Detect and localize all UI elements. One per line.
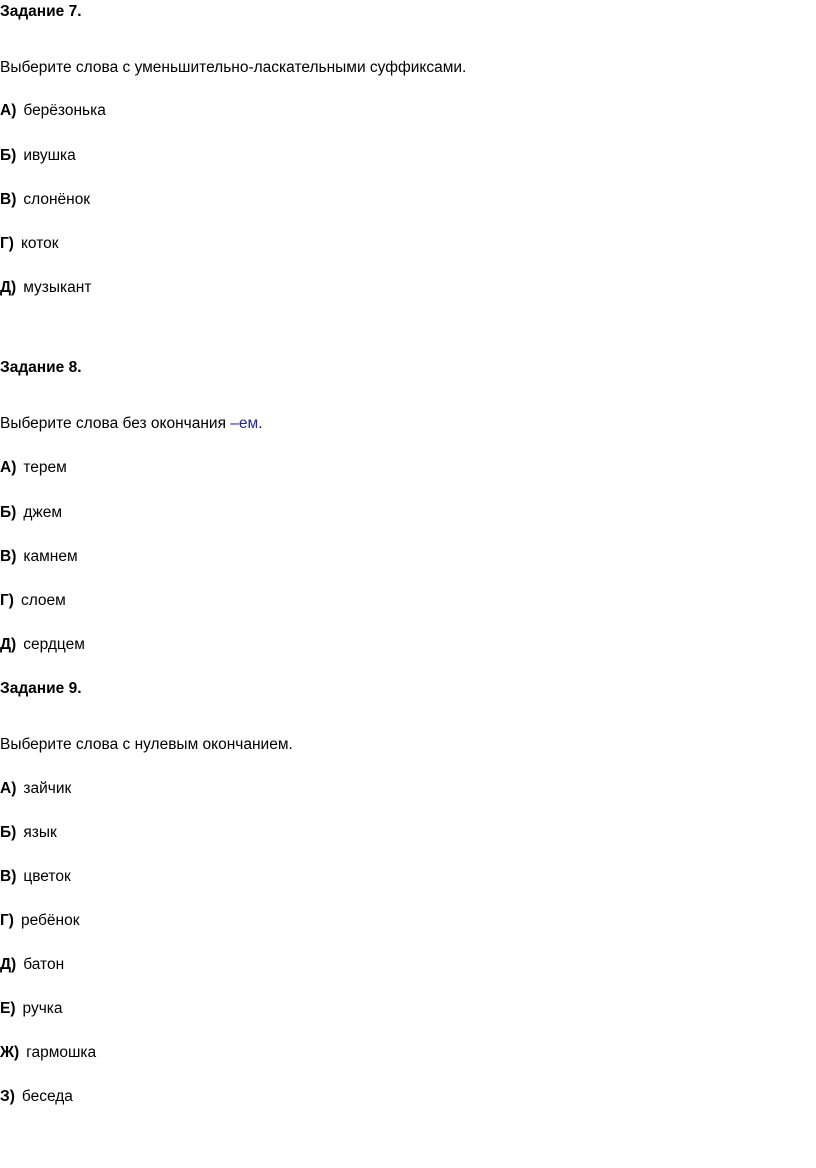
option-letter: З) [0,1088,15,1105]
task-9-option-c [0,867,71,887]
option-letter: Г) [0,912,14,929]
option-word: музыкант [23,279,92,296]
task-9-option-g [0,1043,96,1063]
task-9-option-a [0,779,71,799]
option-word: беседа [21,1088,73,1105]
option-letter: Ж) [0,1044,20,1061]
option-word: гармошка [26,1044,97,1061]
task-7-option-d [0,234,59,254]
option-letter: А) [0,459,17,476]
task-7-option-a [0,101,106,121]
task-8-option-d [0,591,66,611]
option-letter: В) [0,548,17,565]
task-7-option-e [0,278,91,298]
option-word: ивушка [23,147,76,164]
task-7-title: Задание 7. [0,3,82,20]
task-9-option-f [0,999,63,1019]
task-7-instruction: Выберите слова с уменьшительно-ласкательными суффиксами. [0,59,467,76]
task-9-option-e [0,955,64,975]
task-9-option-h [0,1087,73,1107]
task-8-option-b [0,503,62,523]
option-letter: А) [0,780,17,797]
option-letter: Д) [0,636,17,653]
option-word: берёзонька [23,102,106,119]
option-letter: Г) [0,592,14,609]
option-letter: Б) [0,824,17,841]
option-letter: Д) [0,279,17,296]
option-word: зайчик [23,780,72,797]
task-7-option-b [0,146,76,166]
option-word: камнем [23,548,78,565]
option-word: ребёнок [20,912,80,929]
option-letter: Е) [0,1000,16,1017]
task-9-instruction: Выберите слова с нулевым окончанием. [0,736,293,753]
instruction-highlight: –ем [230,415,259,432]
instruction-text: Выберите слова без окончания [0,415,231,432]
task-8-instruction [0,414,263,434]
option-letter: А) [0,102,17,119]
option-letter: Г) [0,235,14,252]
task-8-option-c [0,547,78,567]
task-8-option-e [0,635,85,655]
instruction-suffix: . [258,415,263,432]
option-word: цветок [23,868,71,885]
option-letter: В) [0,191,17,208]
task-8-option-a [0,458,67,478]
option-word: терем [23,459,67,476]
option-letter: Д) [0,956,17,973]
option-word: слоем [20,592,66,609]
task-9-title: Задание 9. [0,680,82,697]
option-word: джем [23,504,63,521]
option-word: слонёнок [23,191,91,208]
option-word: ручка [22,1000,63,1017]
option-letter: Б) [0,147,17,164]
option-letter: В) [0,868,17,885]
option-word: батон [23,956,65,973]
option-word: язык [23,824,57,841]
task-8-title: Задание 8. [0,359,82,376]
task-9-option-b [0,823,57,843]
option-letter: Б) [0,504,17,521]
option-word: коток [20,235,59,252]
task-9-option-d [0,911,79,931]
option-word: сердцем [23,636,85,653]
task-7-option-c [0,190,90,210]
